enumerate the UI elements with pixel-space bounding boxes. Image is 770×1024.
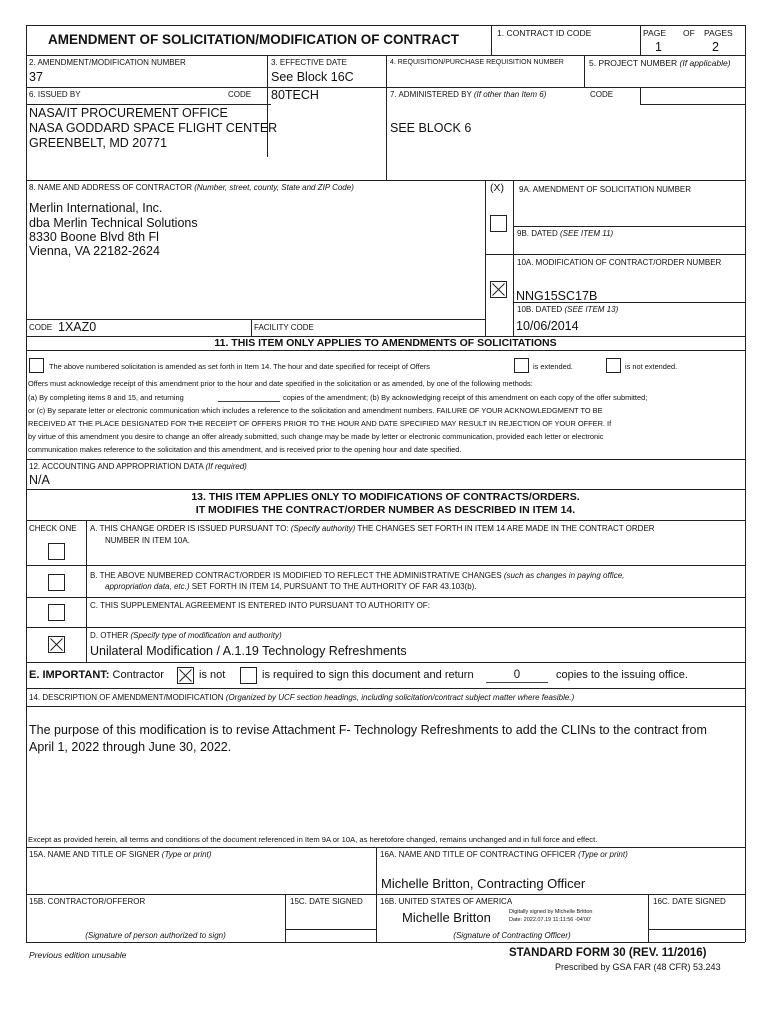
item-11-p6: communication makes reference to the solicitation and this amendment, and is received prior to the opening hour and date specified.: [28, 445, 462, 454]
block-10a-label: 10A. MODIFICATION OF CONTRACT/ORDER NUMBER: [517, 258, 722, 267]
copies-value-line: [486, 682, 548, 683]
block-16a-note: (Type or print): [578, 850, 628, 859]
item-13-title-1: 13. THIS ITEM APPLIES ONLY TO MODIFICATIONS OF CONTRACTS/ORDERS.: [191, 491, 580, 503]
is-not-checkbox[interactable]: [177, 667, 194, 684]
item-12-value: N/A: [29, 473, 50, 487]
standard-form-label: STANDARD FORM 30 (REV. 11/2016): [509, 947, 707, 959]
contractor-label: [29, 183, 354, 193]
is-not-extended-label: is not extended.: [625, 362, 678, 371]
contractor-line-1: Merlin International, Inc.: [29, 201, 163, 215]
item-11-p3: or (c) By separate letter or electronic communication which includes a reference to the solicitation and amendment numbers. FAILURE OF YOUR ACKNOWLEDGMENT TO BE: [28, 406, 603, 415]
extended-checkbox[interactable]: [514, 358, 529, 373]
item-12-label: [29, 462, 247, 472]
block-16a-label: [380, 850, 628, 860]
item-13a-text-b: THE CHANGES SET FORTH IN ITEM 14 ARE MADE IN THE CONTRACT ORDER: [357, 524, 655, 533]
item-13c-checkbox[interactable]: [48, 604, 65, 621]
item-13d-checkbox[interactable]: [48, 636, 65, 653]
pages-total: 2: [712, 40, 719, 54]
item-11-p5: by virtue of this amendment you desire to change an offer already submitted, such change may be made by letter or electronic communication, provided each letter or electronic: [28, 432, 604, 441]
item-13b-checkbox[interactable]: [48, 574, 65, 591]
item-13b-text: B. THE ABOVE NUMBERED CONTRACT/ORDER IS MODIFIED TO REFLECT THE ADMINISTRATIVE CHANGES: [90, 571, 502, 580]
block-16a-text: 16A. NAME AND TITLE OF CONTRACTING OFFICER: [380, 850, 576, 859]
issued-by-label: 6. ISSUED BY: [29, 90, 81, 99]
item-11-p4: RECEIVED AT THE PLACE DESIGNATED FOR THE RECEIPT OF OFFERS PRIOR TO THE HOUR AND DATE SPECIFIED MAY RESULT IN REJECTION OF YOUR OFFER. If: [28, 419, 612, 428]
important-row: [29, 668, 164, 682]
requisition-label: 4. REQUISITION/PURCHASE REQUISITION NUMBER: [390, 59, 564, 66]
digital-signature-line-2: Date: 2022.07.19 11:11:56 -04'00': [509, 917, 592, 923]
project-number-note: (If applicable): [679, 58, 731, 68]
facility-code-label: FACILITY CODE: [254, 323, 314, 332]
digital-signature-line-1: Digitally signed by Michelle Britton: [509, 909, 593, 915]
signature-person-caption: [26, 931, 285, 941]
effective-date: See Block 16C: [271, 70, 354, 84]
item-13c-line: C. THIS SUPPLEMENTAL AGREEMENT IS ENTERED INTO PURSUANT TO AUTHORITY OF:: [90, 601, 430, 610]
item-13b-line-2: [105, 582, 477, 592]
block-10b-text: 10B. DATED: [517, 305, 563, 314]
block-15c-label: 15C. DATE SIGNED: [290, 897, 363, 906]
project-number-text: 5. PROJECT NUMBER: [589, 58, 678, 68]
important-label: E. IMPORTANT:: [29, 669, 110, 681]
item-11-p1: Offers must acknowledge receipt of this amendment prior to the hour and date specified in the solicitation or as amended, by one of the following methods:: [28, 379, 533, 388]
administered-by-value: SEE BLOCK 6: [390, 121, 472, 135]
important-contractor: Contractor: [112, 669, 164, 681]
item-14-label: [29, 693, 574, 703]
block-9b-text: 9B. DATED: [517, 229, 558, 238]
page-number: 1: [655, 40, 662, 54]
block-15a-text: 15A. NAME AND TITLE OF SIGNER: [29, 850, 160, 859]
item-13b-line-1: [90, 571, 624, 581]
item-13d-value: Unilateral Modification / A.1.19 Technology Refreshments: [90, 644, 407, 658]
item-12-note: (If required): [205, 462, 247, 471]
issuer-line-3: GREENBELT, MD 20771: [29, 136, 168, 150]
item-13a-line-2: NUMBER IN ITEM 10A.: [105, 536, 190, 545]
signature-name: Michelle Britton: [402, 910, 491, 925]
item-13b-text-2: SET FORTH IN ITEM 14, PURSUANT TO THE AUTHORITY OF FAR 43.103(b).: [191, 582, 477, 591]
signature-officer-caption: [376, 931, 648, 941]
prescribed-label: Prescribed by GSA FAR (48 CFR) 53.243: [555, 962, 721, 972]
item-13b-note: (such as changes in paying office,: [503, 571, 625, 580]
item-13a-note: (Specify authority): [290, 524, 356, 533]
item-13-title-2: IT MODIFIES THE CONTRACT/ORDER NUMBER AS DESCRIBED IN ITEM 14.: [195, 504, 576, 516]
item-14-line-2: April 1, 2022 through June 30, 2022.: [29, 740, 232, 754]
administered-by-label: [390, 90, 546, 100]
item-12-text: 12. ACCOUNTING AND APPROPRIATION DATA: [29, 462, 204, 471]
block-15b-label: 15B. CONTRACTOR/OFFEROR: [29, 897, 146, 906]
block-15a-note: (Type or print): [161, 850, 212, 859]
form-title: AMENDMENT OF SOLICITATION/MODIFICATION OF CONTRACT: [48, 32, 459, 47]
item-11-title: 11. THIS ITEM ONLY APPLIES TO AMENDMENTS OF SOLICITATIONS: [214, 337, 557, 349]
is-required-checkbox[interactable]: [240, 667, 257, 684]
amendment-number-label: 2. AMENDMENT/MODIFICATION NUMBER: [29, 58, 186, 67]
copies-text: copies to the issuing office.: [556, 669, 688, 681]
block-15a-label: [29, 850, 211, 860]
signature-person-text: (Signature of person authorized to sign): [85, 931, 226, 940]
issuer-line-1: NASA/IT PROCUREMENT OFFICE: [29, 106, 228, 120]
block-16c-label: 16C. DATE SIGNED: [653, 897, 726, 906]
item-13a-line-1: [90, 524, 655, 534]
administered-code-label: CODE: [590, 90, 614, 99]
item-13d-line: [90, 631, 282, 641]
block-9b-label: [517, 229, 613, 239]
is-extended-label: is extended.: [533, 362, 573, 371]
contractor-line-2: dba Merlin Technical Solutions: [29, 216, 198, 230]
block-16b-label: 16B. UNITED STATES OF AMERICA: [380, 897, 513, 906]
copies-blank-line: [218, 401, 280, 402]
item-14-text: 14. DESCRIPTION OF AMENDMENT/MODIFICATION: [29, 693, 224, 702]
issued-by-code-label: CODE: [228, 90, 252, 99]
item-11-p2b: copies of the amendment; (b) By acknowledging receipt of this amendment on each copy of the offer submitted;: [283, 393, 648, 402]
block-9b-note: (SEE ITEM 11): [559, 229, 614, 238]
of-label: OF: [683, 28, 695, 38]
pages-label: PAGES: [704, 28, 733, 38]
check-one-label: CHECK ONE: [29, 524, 77, 533]
copies-value: 0: [513, 669, 521, 681]
item-11-line-a: The above numbered solicitation is amended as set forth in Item 14. The hour and date specified for receipt of Offers: [49, 362, 430, 371]
item-14-note: (Organized by UCF section headings, including solicitation/contract subject matter where feasible.): [225, 693, 575, 702]
x-column-label: (X): [490, 182, 504, 194]
issued-by-code: 80TECH: [271, 88, 319, 102]
contractor-code: 1XAZ0: [58, 320, 97, 334]
item-13d-text: D. OTHER: [90, 631, 129, 640]
issuer-line-2: NASA GODDARD SPACE FLIGHT CENTER: [29, 121, 278, 135]
block-10b-note: (SEE ITEM 13): [564, 305, 619, 314]
contractor-line-4: Vienna, VA 22182-2624: [29, 244, 160, 258]
previous-edition-text: Previous edition unusable: [29, 950, 127, 960]
offers-checkbox[interactable]: [29, 358, 44, 373]
item-13b-note-2: appropriation data, etc.): [105, 582, 190, 591]
contractor-label-text: 8. NAME AND ADDRESS OF CONTRACTOR: [29, 183, 192, 192]
block-10a-checkbox[interactable]: [490, 281, 507, 298]
not-extended-checkbox[interactable]: [606, 358, 621, 373]
item-14-line-1: The purpose of this modification is to revise Attachment F- Technology Refreshments to add the CLINs to the contract from: [29, 723, 707, 737]
is-not-label: is not: [199, 669, 226, 681]
block-10b-label: [517, 305, 618, 315]
contract-id-label: 1. CONTRACT ID CODE: [497, 28, 592, 38]
contractor-label-note: (Number, street, county, State and ZIP Code): [194, 183, 354, 192]
is-required-label: is required to sign this document and return: [262, 669, 474, 681]
item-13d-note: (Specify type of modification and authority): [130, 631, 282, 640]
except-text: Except as provided herein, all terms and conditions of the document referenced in Item 9A or 10A, as heretofore changed, remains unchanged and in full force and effect.: [28, 835, 598, 844]
block-10a-value: NNG15SC17B: [516, 289, 598, 303]
item-13a-text: A. THIS CHANGE ORDER IS ISSUED PURSUANT TO:: [90, 524, 289, 533]
contractor-code-label: CODE: [29, 323, 53, 332]
previous-edition: [29, 950, 126, 960]
amendment-number: 37: [29, 70, 43, 84]
block-10b-value: 10/06/2014: [516, 319, 579, 333]
page-label: PAGE: [643, 28, 666, 38]
block-9b-checkbox[interactable]: [490, 215, 507, 232]
contractor-line-3: 8330 Boone Blvd 8th Fl: [29, 230, 159, 244]
block-9a-label: 9A. AMENDMENT OF SOLICITATION NUMBER: [519, 185, 692, 194]
block-16a-value: Michelle Britton, Contracting Officer: [381, 876, 586, 891]
item-13a-checkbox[interactable]: [48, 543, 65, 560]
administered-by-note: (If other than Item 6): [473, 90, 547, 99]
item-11-p2a: (a) By completing items 8 and 15, and returning: [28, 393, 184, 402]
signature-officer-text: (Signature of Contracting Officer): [453, 931, 571, 940]
effective-date-label: 3. EFFECTIVE DATE: [271, 58, 347, 67]
administered-by-text: 7. ADMINISTERED BY: [390, 90, 472, 99]
project-number-label: [589, 58, 731, 68]
